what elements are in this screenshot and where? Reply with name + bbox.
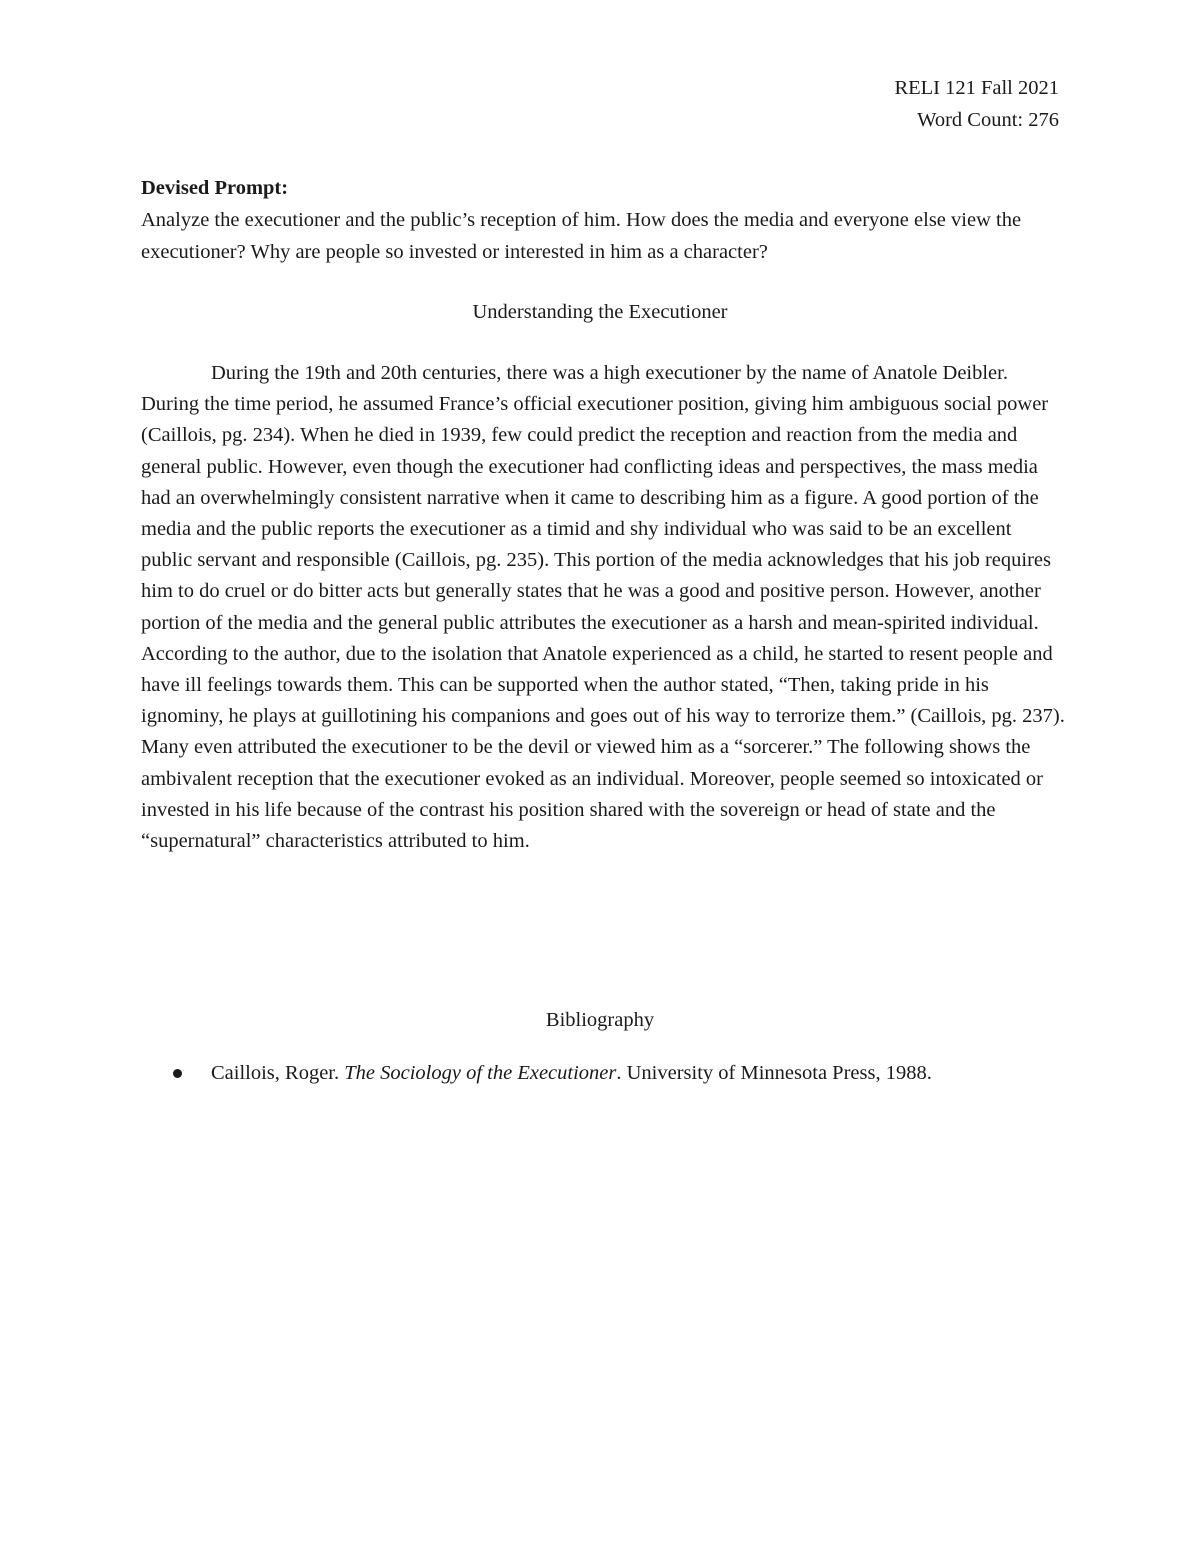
bibliography-title: Bibliography (545, 1009, 655, 1031)
essay-title: Understanding the Executioner (472, 301, 728, 323)
bibliography-entry (141, 1057, 1066, 1089)
bibliography-list (141, 1057, 1066, 1089)
prompt-text: Analyze the executioner and the public’s reception of him. How does the media and everyone else view the executioner? Why are people so invested or interested in him as a character? (141, 209, 1022, 263)
essay-body: During the 19th and 20th centuries, there was a high executioner by the name of Anatole Deibler. During the time period, he assumed France’s official executioner position, giving him ambiguous social power (Caillois, pg. 234). When he died in 1939, few could predict the reception and reaction from the media and general public. However, even though the executioner had conflicting ideas and perspectives, the mass media had an overwhelmingly consistent narrative when it came to describing him as a figure. A good portion of the media and the public reports the executioner as a timid and shy individual who was said to be an excellent public servant and responsible (Caillois, pg. 235). This portion of the media acknowledges that his job requires him to do cruel or do bitter acts but generally states that he was a good and positive person. However, another portion of the media and the general public attributes the executioner as a harsh and mean-spirited individual. According to the author, due to the isolation that Anatole experienced as a child, he started to resent people and have ill feelings towards them. This can be supported when the author stated, “Then, taking pride in his ignominy, he plays at guillotining his companions and goes out of his way to terrorize them.” (Caillois, pg. 237). Many even attributed the executioner to be the devil or viewed him as a “sorcerer.” The following shows the ambivalent reception that the executioner evoked as an individual. Moreover, people seemed so intoxicated or invested in his life because of the contrast his position shared with the sovereign or head of state and the “supernatural” characteristics attributed to him. (141, 362, 1065, 853)
course-line: RELI 121 Fall 2021 (894, 77, 1059, 99)
bib-work-title: The Sociology of the Executioner (344, 1062, 617, 1084)
document-header (894, 72, 1059, 136)
devised-prompt (141, 172, 1066, 268)
bib-publisher: . University of Minnesota Press, 1988. (616, 1062, 932, 1084)
prompt-heading: Devised Prompt: (141, 177, 289, 199)
word-count: Word Count: 276 (917, 109, 1059, 131)
bib-author: Caillois, Roger. (211, 1062, 345, 1084)
bullet-icon (173, 1069, 182, 1078)
